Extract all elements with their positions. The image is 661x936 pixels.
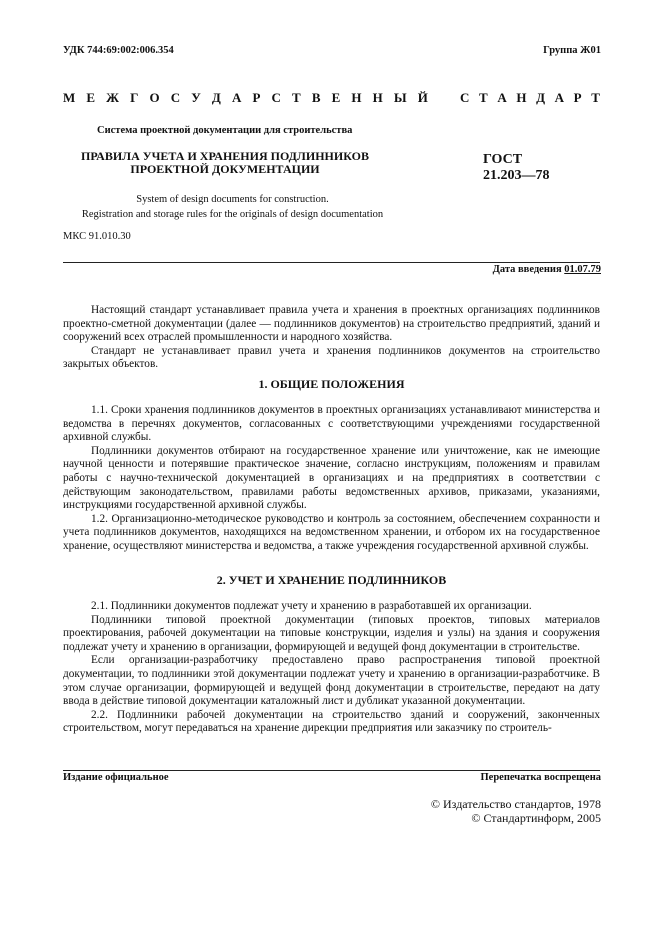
paragraph: Стандарт не устанавливает правил учета и хранения подлинников документов на строительство закрытых объектов. [63,344,600,371]
gost-label: ГОСТ [483,152,523,167]
banner-letter: Н [372,90,383,105]
banner-letter: Н [351,90,362,105]
title-line-1: ПРАВИЛА УЧЕТА И ХРАНЕНИЯ ПОДЛИННИКОВ [81,149,369,163]
section-1-text [63,404,600,554]
banner-letter: Д [536,90,546,105]
udk-code: УДК 744:69:002:006.354 [63,45,174,56]
footer-divider [63,770,600,771]
date-value: 01.07.79 [564,264,601,275]
paragraph: Настоящий стандарт устанавливает правила учета и хранения в проектных организациях подлинников проектно-сметной документации (далее — подлинников документов) на строительство предприятий, зданий и сооружений всех отраслей промышленности и народного хозяйства. [63,304,600,344]
banner-letter: Р [573,90,582,105]
banner-letter: Т [479,90,488,105]
paragraph: 1.2. Организационно-методическое руководство и контроль за состоянием, обеспечением сохранности и учета подлинников документов, находящихся на ведомственном хранении, и отбором их на государственное хранение, осуществляют министерства и ведомства, а также учреждения государственной архивной службы. [63,512,600,552]
group-code: Группа Ж01 [543,45,601,56]
banner-letter: О [149,90,160,105]
mks-code: МКС 91.010.30 [63,231,131,242]
paragraph: Подлинники документов отбирают на государственное хранение или уничтожение, как не имеющие научной ценности и потерявшие практическое значение, согласно инструкциям, положениям и правилам работы с научно-технической документацией в организациях и на предприятиях в соответствии с действующим законодательством, правилами работы ведомственных архивов, приказами, указаниями, инструкциями государственной архивной службы. [63,444,600,512]
banner-letter: А [231,90,242,105]
reprint-prohibited: Перепечатка воспрещена [480,772,601,783]
banner-letter: А [554,90,565,105]
copyright-1: © Издательство стандартов, 1978 [430,797,601,811]
introduction-date [493,264,601,275]
date-label: Дата введения [492,264,562,275]
banner-letter: С [271,90,281,105]
banner-letter: Р [252,90,261,105]
english-line-1: System of design documents for construction. [136,194,329,205]
paragraph: Если организации-разработчику предоставлено право распространения типовой проектной документации, то подлинники этой документации подлежат учету и хранению в организации-разработчике. В этом случае организации, формирующей и ведущей фонд документации в строительстве, передают на дату ввода в действие типовой документации каталожный лист и дубликат указанной документации. [63,654,600,708]
banner-letter: С [460,90,470,105]
paragraph: Подлинники типовой проектной документации (типовых проектов, типовых материалов проектирования, рабочей документации на типовые конструкции, изделия и узлы) на здания и сооружения подлежат учету и хранению в организации, формирующей и ведущей фонд документации в строительстве. [63,613,600,653]
official-edition: Издание официальное [63,772,169,783]
gost-number [483,152,550,184]
section-2-heading: 2. УЧЕТ И ХРАНЕНИЕ ПОДЛИННИКОВ [216,573,447,587]
banner-letter: Ы [393,90,407,105]
system-title: Система проектной документации для строительства [97,125,353,136]
banner-letter: Т [292,90,301,105]
document-title [75,150,375,176]
gost-code: 21.203—78 [483,168,550,183]
banner-letter: А [497,90,507,105]
banner-letter: Н [516,90,527,105]
banner-letter: М [63,90,76,105]
banner-letter: Е [331,90,341,105]
intro-text [63,304,600,372]
copyright-block [431,797,601,825]
banner-letter: Ж [106,90,120,105]
interstate-standard-banner [63,90,600,106]
paragraph: 2.1. Подлинники документов подлежат учету и хранению в разработавшей их организации. [91,600,532,612]
banner-letter: Г [130,90,139,105]
banner-letter: Д [211,90,221,105]
divider [63,262,600,263]
banner-letter: У [191,90,201,105]
section-2-text [63,600,600,736]
banner-letter: Й [417,90,428,105]
banner-letter: В [311,90,321,105]
english-line-2: Registration and storage rules for the originals of design documentation [81,209,384,220]
section-1-heading: 1. ОБЩИЕ ПОЛОЖЕНИЯ [258,377,405,391]
banner-letter: С [170,90,181,105]
english-title [60,192,405,222]
banner-letter: Т [591,90,600,105]
banner-letter: Е [86,90,96,105]
paragraph: 2.2. Подлинники рабочей документации на строительство зданий и сооружений, законченных строительством, могут передаваться на хранение дирекции предприятия или заказчику по строитель- [63,708,600,735]
paragraph: 1.1. Сроки хранения подлинников документов в проектных организациях устанавливают министерства и ведомства в перечнях документов, согласованных с соответствующими учреждениями государственной архивной службы. [63,404,600,444]
copyright-2: © Стандартинформ, 2005 [471,811,601,825]
title-line-2: ПРОЕКТНОЙ ДОКУМЕНТАЦИИ [130,162,320,176]
